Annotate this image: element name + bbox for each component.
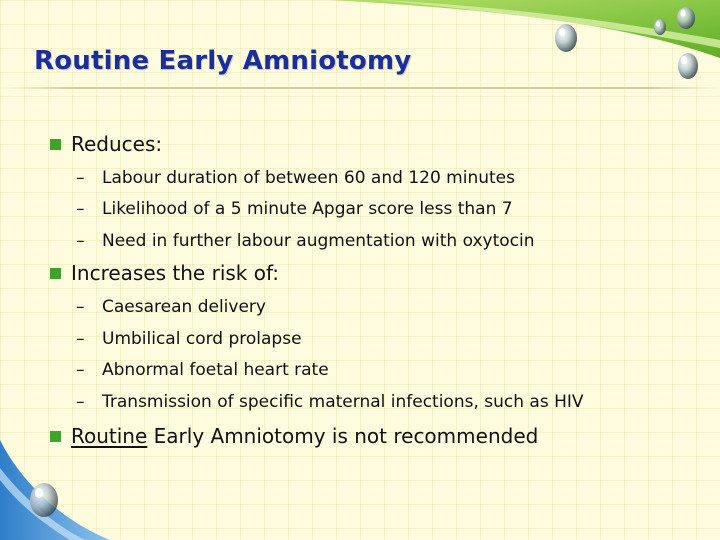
dash-bullet-icon: –	[76, 392, 85, 412]
sub-bullet	[76, 166, 515, 190]
dash-bullet-icon: –	[76, 199, 85, 219]
sub-bullet-text: Umbilical cord prolapse	[102, 329, 302, 349]
sub-bullet	[76, 327, 302, 351]
slide-title: Routine Early Amniotomy	[34, 46, 412, 76]
sub-bullet-text: Need in further labour augmentation with oxytocin	[102, 231, 535, 251]
sub-bullet-text: Abnormal foetal heart rate	[102, 360, 329, 380]
dash-bullet-icon: –	[76, 360, 85, 380]
bullet-text: Increases the risk of:	[71, 261, 280, 285]
sub-bullet-text: Transmission of specific maternal infections, such as HIV	[102, 392, 584, 412]
sub-bullet-text: Likelihood of a 5 minute Apgar score less than 7	[102, 199, 513, 219]
dash-bullet-icon: –	[76, 297, 85, 317]
sub-bullet-text: Labour duration of between 60 and 120 minutes	[102, 168, 515, 188]
sub-bullet	[76, 390, 584, 414]
bullet-recommendation	[50, 423, 538, 449]
bullet-increases-risk	[50, 260, 279, 286]
sub-bullet-text: Caesarean delivery	[102, 297, 266, 317]
square-bullet-icon	[50, 139, 61, 150]
bullet-text: Reduces:	[71, 132, 163, 156]
square-bullet-icon	[50, 268, 61, 279]
dash-bullet-icon: –	[76, 168, 85, 188]
sub-bullet	[76, 295, 266, 319]
bullet-text: Early Amniotomy is not recommended	[147, 424, 539, 448]
sub-bullet	[76, 229, 534, 253]
square-bullet-icon	[50, 431, 61, 442]
sub-bullet	[76, 358, 329, 382]
dash-bullet-icon: –	[76, 329, 85, 349]
underlined-word: Routine	[71, 424, 148, 448]
dash-bullet-icon: –	[76, 231, 85, 251]
bullet-reduces	[50, 131, 162, 157]
sub-bullet	[76, 197, 513, 221]
